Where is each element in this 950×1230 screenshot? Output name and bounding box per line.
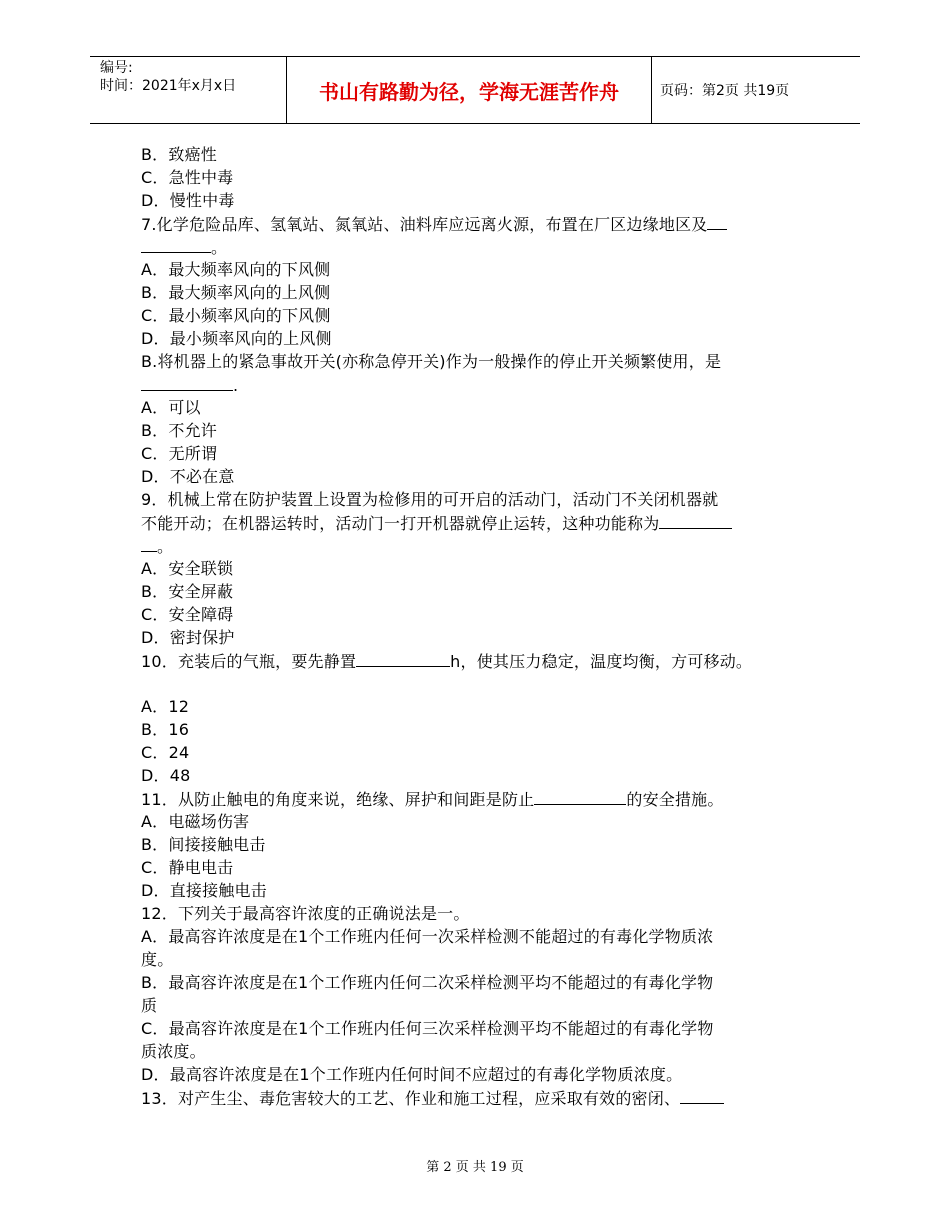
question-10-line <box>141 649 816 672</box>
option-line: C．24 <box>141 743 190 762</box>
answer-blank <box>356 649 450 667</box>
question-text: 11．从防止触电的角度来说，绝缘、屏护和间距是防止 <box>141 790 535 809</box>
option-line: D．48 <box>141 766 191 785</box>
option-line: A．12 <box>141 697 190 716</box>
question-12-line: 12．下列关于最高容许浓度的正确说法是一。 <box>141 904 470 923</box>
question-text: h，使其压力稳定，温度均衡，方可移动。 <box>450 652 753 671</box>
option-line: A．最大频率风向的下风侧 <box>141 260 331 279</box>
option-line: C．无所谓 <box>141 444 218 463</box>
header-meta <box>90 57 286 123</box>
option-line: B．不允许 <box>141 421 217 440</box>
option-line: C．最高容许浓度是在1个工作班内任何三次采样检测平均不能超过的有毒化学物 <box>141 1019 714 1038</box>
document-time: 时间：2021年x月x日 <box>100 78 237 94</box>
option-line: D．不必在意 <box>141 467 235 486</box>
option-line: B．间接接触电击 <box>141 835 266 854</box>
option-line: B．致癌性 <box>141 145 217 164</box>
spacer <box>141 672 816 695</box>
answer-blank <box>141 534 157 552</box>
option-line: A．可以 <box>141 398 201 417</box>
header-page-info: 页码：第2页 共19页 <box>660 83 790 99</box>
question-text: 。 <box>157 537 174 556</box>
question-7-line-1 <box>141 212 816 235</box>
page-header <box>90 56 860 124</box>
option-line: B．安全屏蔽 <box>141 582 234 601</box>
answer-blank <box>659 511 732 529</box>
question-8-line-1: B.将机器上的紧急事故开关(亦称急停开关)作为一般操作的停止开关频繁使用，是 <box>141 352 722 371</box>
question-9-line-1: 9．机械上常在防护装置上设置为检修用的可开启的活动门，活动门不关闭机器就 <box>141 490 719 509</box>
answer-blank <box>707 212 727 230</box>
option-line: D．密封保护 <box>141 628 235 647</box>
option-line: A．电磁场伤害 <box>141 812 250 831</box>
question-13-line <box>141 1086 816 1109</box>
header-motto: 书山有路勤为径，学海无涯苦作舟 <box>286 57 652 123</box>
option-line: C．静电电击 <box>141 858 234 877</box>
document-body <box>141 143 816 1109</box>
option-line: A．最高容许浓度是在1个工作班内任何一次采样检测不能超过的有毒化学物质浓 <box>141 927 714 946</box>
question-text: 7.化学危险品库、氢氧站、氮氧站、油料库应远离火源，布置在厂区边缘地区及 <box>141 215 708 234</box>
question-11-line <box>141 787 816 810</box>
option-line: C．安全障碍 <box>141 605 234 624</box>
option-line: 质浓度。 <box>141 1042 206 1061</box>
answer-blank <box>141 373 233 391</box>
question-text: 13．对产生尘、毒危害较大的工艺、作业和施工过程，应采取有效的密闭、 <box>141 1089 681 1108</box>
question-7-line-2 <box>141 235 816 258</box>
question-text: 不能开动；在机器运转时，活动门一打开机器就停止运转，这种功能称为 <box>141 514 660 533</box>
question-text: 。 <box>211 238 228 257</box>
page-footer: 第 2 页 共 19 页 <box>426 1160 524 1175</box>
option-line: B．最高容许浓度是在1个工作班内任何二次采样检测平均不能超过的有毒化学物 <box>141 973 714 992</box>
answer-blank <box>141 235 211 253</box>
question-text: . <box>233 376 239 395</box>
question-9-line-2 <box>141 511 816 534</box>
option-line: D．最高容许浓度是在1个工作班内任何时间不应超过的有毒化学物质浓度。 <box>141 1065 683 1084</box>
answer-blank <box>680 1086 724 1104</box>
question-text: 的安全措施。 <box>626 790 724 809</box>
option-line: D．直接接触电击 <box>141 881 267 900</box>
option-line: D．慢性中毒 <box>141 191 235 210</box>
option-line: C．最小频率风向的下风侧 <box>141 306 331 325</box>
option-line: D．最小频率风向的上风侧 <box>141 329 332 348</box>
option-line: C．急性中毒 <box>141 168 234 187</box>
option-line: 度。 <box>141 950 174 969</box>
question-text: 10．充装后的气瓶，要先静置 <box>141 652 357 671</box>
option-line: B．最大频率风向的上风侧 <box>141 283 331 302</box>
option-line: B．16 <box>141 720 190 739</box>
document-number-label: 编号: <box>100 60 133 76</box>
option-line: A．安全联锁 <box>141 559 234 578</box>
question-9-line-3 <box>141 534 816 557</box>
answer-blank <box>534 787 626 805</box>
question-8-line-2 <box>141 373 816 396</box>
option-line: 质 <box>141 996 158 1015</box>
